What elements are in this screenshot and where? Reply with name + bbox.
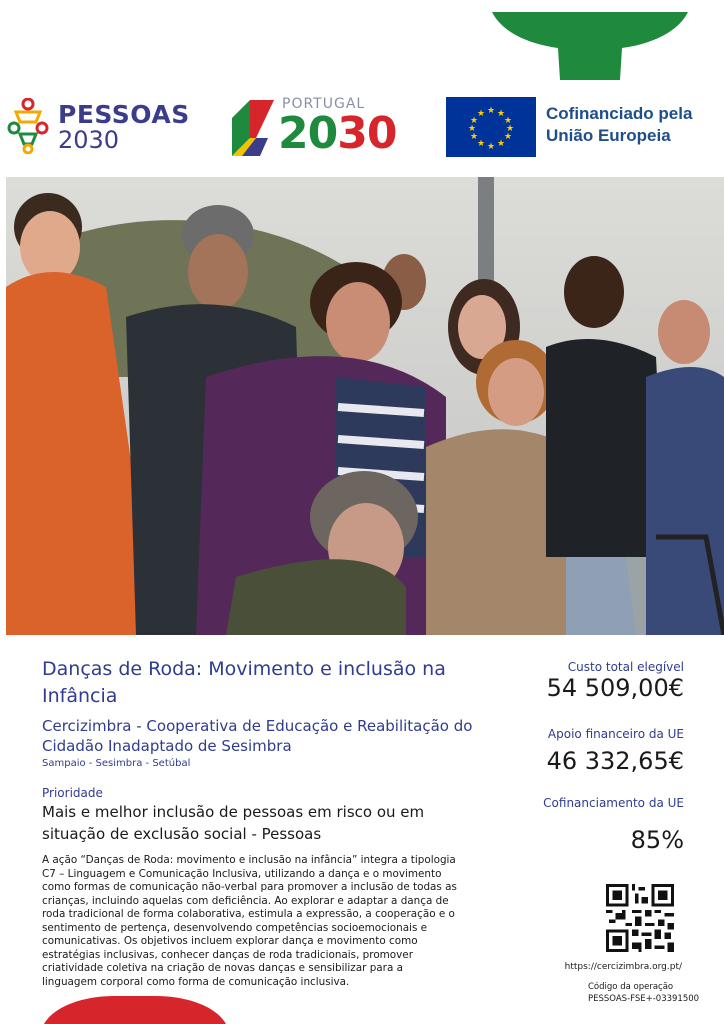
portugal-2030-logo [230,96,395,160]
portugal-logo-year: 2030 [278,108,397,159]
project-title: Danças de Roda: Movimento e inclusão na Infância [42,658,446,707]
website-link[interactable]: https://cercizimbra.org.pt/ [564,962,682,972]
priority-text: Mais e melhor inclusão de pessoas em risco ou em situação de exclusão social - Pessoas [42,803,425,843]
svg-text:★: ★ [476,139,486,149]
eu-cofinancing-logo [446,97,716,159]
svg-text:★: ★ [476,109,486,119]
svg-text:★: ★ [496,109,506,119]
project-description: A ação “Danças de Roda: movimento e inclusão na infância” integra a tipologia C7 – Linguagem e Comunicação Inclusiva, utilizando a dança e o movimento como formas de comunicação não-verbal para promover a inclusão de todas as crianças, incluindo aquelas com deficiência. Ao explorar e adaptar a dança de roda tradicional de forma colaborativa, estimula a expressão, a cooperação e o sentimento de pertença, desenvolvendo competências socioemocionais e comunicativas. Os objetivos incluem explorar dança e movimento como estratégias inclusivas, conhecer danças de roda tradicionais, promover criatividade coletiva na criação de novas danças e sensibilizar para a linguagem corporal como forma de comunicação inclusiva. [42,854,457,988]
svg-text:★: ★ [486,142,496,152]
project-location: Sampaio - Sesimbra - Setúbal [42,758,191,769]
eu-support-label: Apoio financeiro da UE [547,727,684,741]
svg-text:★: ★ [486,106,496,116]
eu-text-line2: União Europeia [546,126,671,145]
total-cost-value: 54 509,00€ [546,674,684,702]
svg-text:★: ★ [503,116,513,126]
operation-code-label: Código da operação [588,982,674,992]
svg-text:★: ★ [469,116,479,126]
pessoas-2030-logo [6,96,196,158]
priority-label: Prioridade [42,786,103,800]
svg-text:★: ★ [496,139,506,149]
red-decorative-shape [44,996,226,1024]
eu-cofinancing-text [546,103,692,147]
cofinancing-value: 85% [630,826,684,854]
pessoas-logo-year: 2030 [58,126,120,154]
pessoas-figures-icon [6,98,50,154]
pessoas-logo-name: PESSOAS [58,100,190,129]
portugal-logo-name: PORTUGAL [282,96,366,112]
eu-text-line1: Cofinanciado pela [546,104,693,123]
group-photo [6,177,724,635]
svg-text:★: ★ [503,132,513,142]
eu-support-value: 46 332,65€ [546,747,684,775]
eu-flag-icon [446,97,536,157]
qr-code[interactable] [606,884,674,952]
green-emblem-logo [492,12,688,80]
operation-code: PESSOAS-FSE+-03391500 [588,994,700,1004]
svg-text:★: ★ [469,132,479,142]
svg-text:★: ★ [467,124,477,134]
svg-text:★: ★ [505,124,515,134]
total-cost-label: Custo total elegível [567,660,684,674]
cofinancing-label: Cofinanciamento da UE [543,796,684,810]
portugal-flag-mark-icon [230,98,276,156]
beneficiary-organization: Cercizimbra - Cooperativa de Educação e Reabilitação do Cidadão Inadaptado de Sesimbra [42,717,473,755]
